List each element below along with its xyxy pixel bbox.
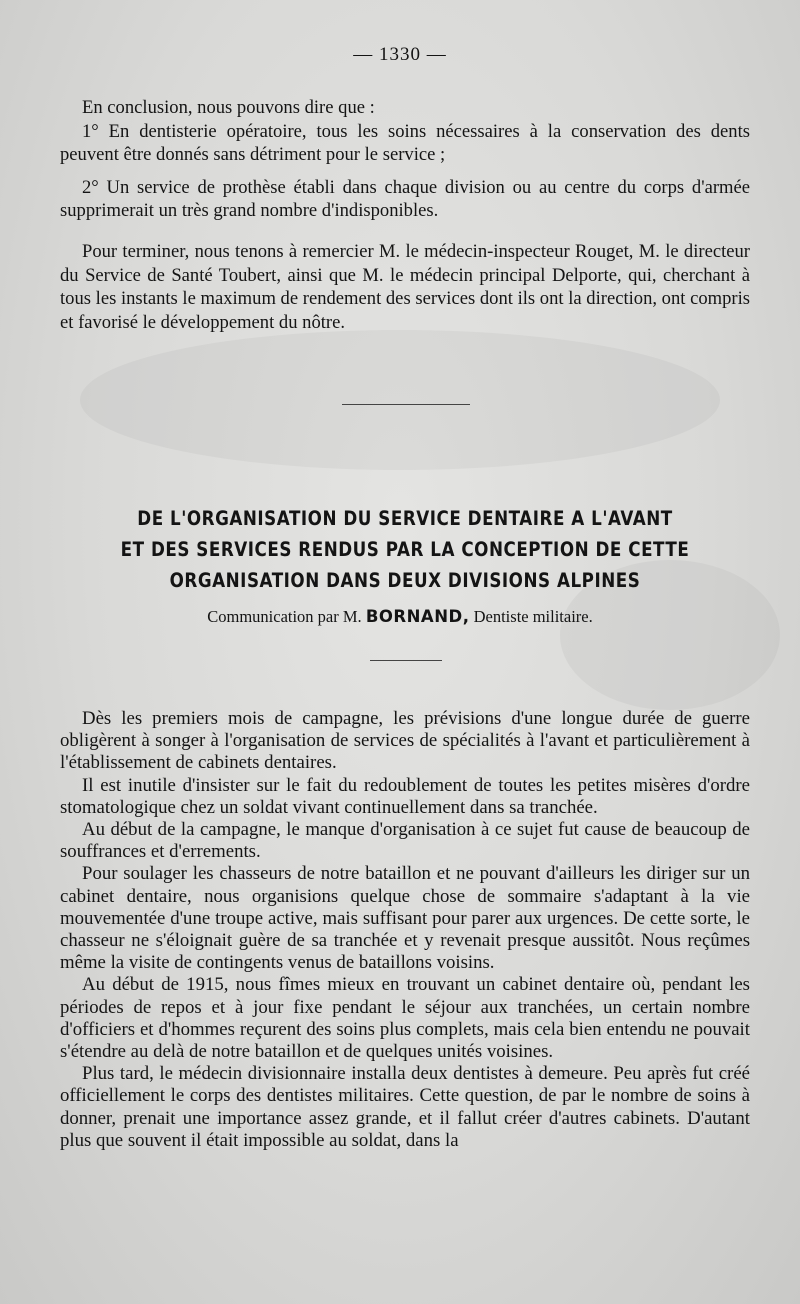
article-title-line-1: DE L'ORGANISATION DU SERVICE DENTAIRE A L'AVANT [137,507,673,530]
show-through-shadow [80,330,720,470]
acknowledgements-text: Pour terminer, nous tenons à remercier M. le médecin-inspecteur Rouget, M. le directeur du Service de Santé Toubert, ainsi que M. le médecin principal Delporte, qui, cherchant à tous les instants le maximum de rendement des services dont ils ont la direction, ont compris et favorisé le développement du nôtre. [60,241,750,333]
body-paragraph-6: Plus tard, le médecin divisionnaire installa deux dentistes à demeure. Peu après fut créé officiellement le corps des dentistes militaires. Cette question, de par le nombre de soins à donner, prenait une importance assez grande, et il fallut créer d'autres cabinets. D'autant plus que souvent il était impossible au soldat, dans la [60,1063,750,1151]
conclusion-item-2: 2° Un service de prothèse établi dans chaque division ou au centre du corps d'armée supprimerait un très grand nombre d'indisponibles. [60,176,750,221]
section-divider [342,404,470,405]
body-paragraph-4: Pour soulager les chasseurs de notre bataillon et ne pouvant d'ailleurs les diriger sur un cabinet dentaire, nous organisions quelque chose de sommaire s'adaptant à la vie mouvementée d'une troupe active, mais suffisant pour parer aux urgences. De cette sorte, le chasseur ne s'éloignait guère de sa tranchée et y revenait presque aussitôt. Nous reçûmes même la visite de contingents venus de bataillons voisins. [60,863,750,974]
article-title-line-2: ET DES SERVICES RENDUS PAR LA CONCEPTION DE CETTE [120,538,690,561]
article-byline [0,607,800,627]
acknowledgements-paragraph [60,240,750,334]
body-paragraph-3: Au début de la campagne, le manque d'organisation à ce sujet fut cause de beaucoup de souffrances et d'errements. [60,819,750,863]
article-title-line-3: ORGANISATION DANS DEUX DIVISIONS ALPINES [169,569,641,592]
body-paragraph-2: Il est inutile d'insister sur le fait du redoublement de toutes les petites misères d'ordre stomatologique chez un soldat vivant continuellement dans sa tranchée. [60,774,750,818]
byline-prefix: Communication par M. [207,607,362,626]
article-title [91,503,719,596]
body-paragraph-1: Dès les premiers mois de campagne, les prévisions d'une longue durée de guerre obligèrent à songer à l'organisation de services de spécialités à l'avant et particulièrement à l'établissement de cabinets dentaires. [60,708,750,774]
body-paragraph-5: Au début de 1915, nous fîmes mieux en trouvant un cabinet dentaire où, pendant les périodes de repos et à jour fixe pendant le séjour aux tranchées, un certain nombre d'officiers et d'hommes reçurent des soins plus complets, mais cela bien entendu ne pouvait s'étendre au delà de notre bataillon et de quelques unités voisines. [60,974,750,1063]
conclusion-item-1: 1° En dentisterie opératoire, tous les soins nécessaires à la conservation des dents peuvent être donnés sans détriment pour le service ; [60,120,750,165]
conclusion-lead: En conclusion, nous pouvons dire que : [82,97,375,118]
byline-divider [370,660,442,661]
page-number: — 1330 — [353,44,447,65]
conclusion-section [60,96,750,223]
article-body [60,708,750,1152]
byline-author: BORNAND, [365,607,470,626]
byline-suffix: Dentiste militaire. [473,607,593,626]
